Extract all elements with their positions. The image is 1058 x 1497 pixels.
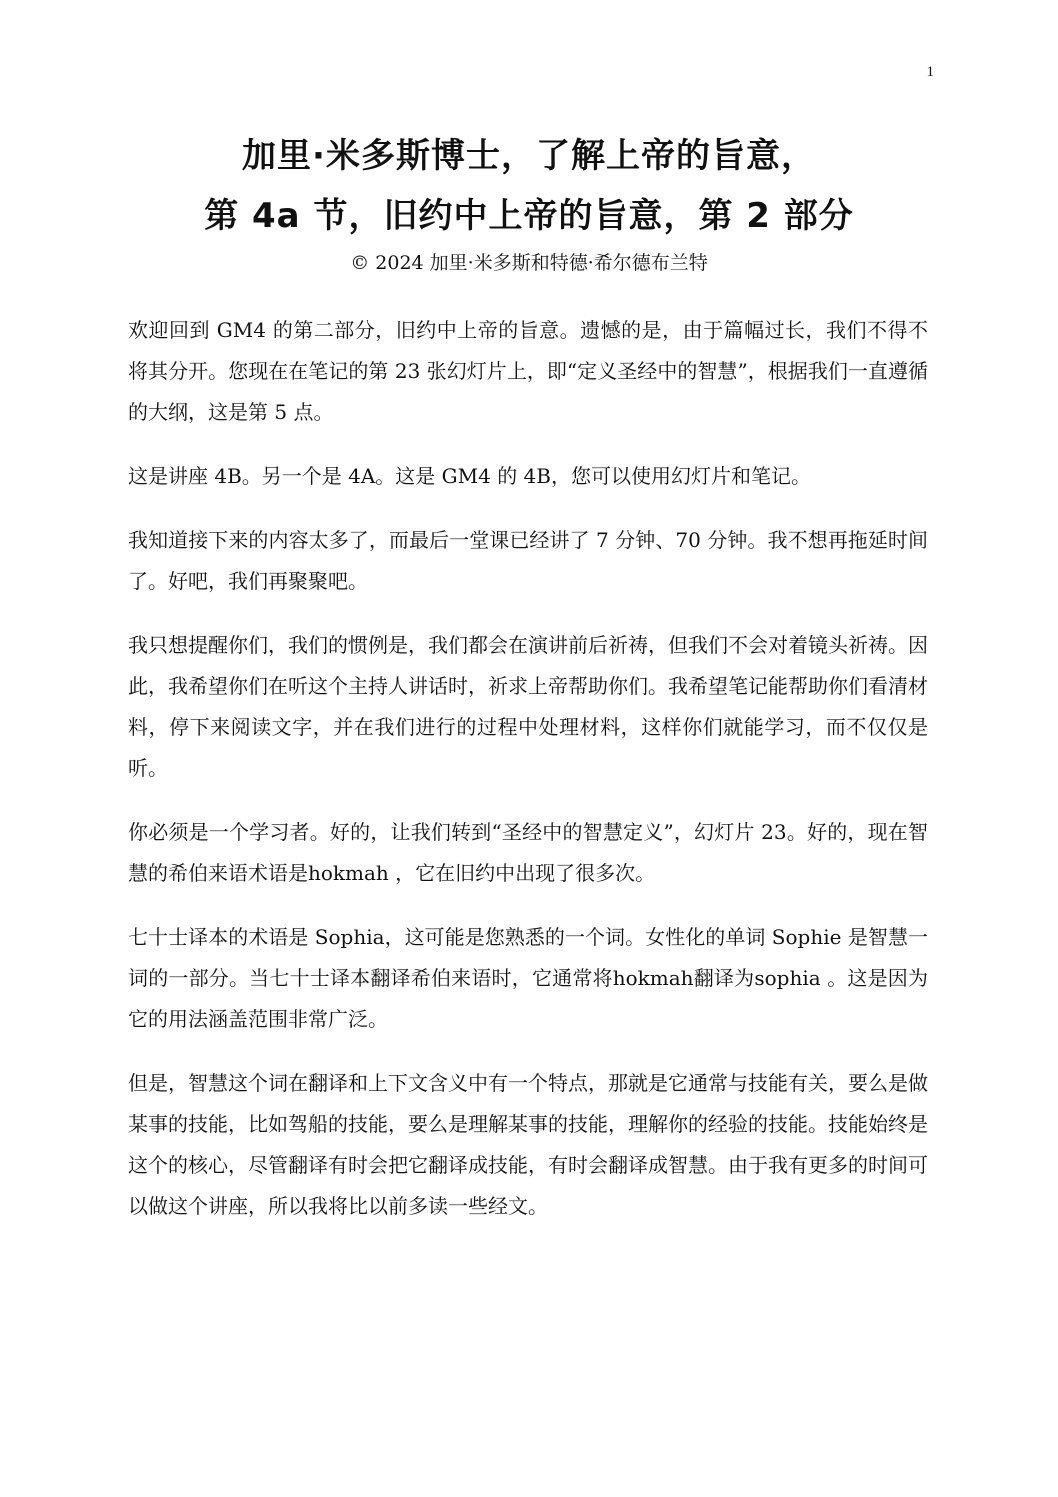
page-number: 1 bbox=[926, 64, 934, 80]
paragraph-1: 欢迎回到 GM4 的第二部分，旧约中上帝的旨意。遗憾的是，由于篇幅过长，我们不得不将其分开。您现在在笔记的第 23 张幻灯片上，即“定义圣经中的智慧”，根据我们一直遵循的大纲，这是第 5 点。 bbox=[128, 318, 928, 424]
paragraph-3: 我知道接下来的内容太多了，而最后一堂课已经讲了 7 分钟、70 分钟。我不想再拖延时间了。好吧，我们再聚聚吧。 bbox=[128, 528, 928, 593]
paragraph-5: 你必须是一个学习者。好的，让我们转到“圣经中的智慧定义”，幻灯片 23。好的，现在智慧的希伯来语术语是hokmah ，它在旧约中出现了很多次。 bbox=[128, 820, 928, 885]
paragraph-7: 但是，智慧这个词在翻译和上下文含义中有一个特点，那就是它通常与技能有关，要么是做某事的技能，比如驾船的技能，要么是理解某事的技能，理解你的经验的技能。技能始终是这个的核心，尽管翻译有时会把它翻译成技能，有时会翻译成智慧。由于我有更多的时间可以做这个讲座，所以我将比以前多读一些经文。 bbox=[128, 1071, 928, 1218]
page-title-line-2: 第 4a 节，旧约中上帝的旨意，第 2 部分 bbox=[204, 196, 854, 236]
document-body bbox=[128, 310, 928, 1250]
paragraph-6: 七十士译本的术语是 Sophia，这可能是您熟悉的一个词。女性化的单词 Sophie 是智慧一词的一部分。当七十士译本翻译希伯来语时，它通常将hokmah翻译为sophia 。这是因为它的用法涵盖范围非常广泛。 bbox=[128, 925, 928, 1031]
copyright-notice: © 2024 加里·米多斯和特德·希尔德布兰特 bbox=[350, 252, 708, 274]
paragraph-2: 这是讲座 4B。另一个是 4A。这是 GM4 的 4B，您可以使用幻灯片和笔记。 bbox=[128, 464, 811, 488]
paragraph-4: 我只想提醒你们，我们的惯例是，我们都会在演讲前后祈祷，但我们不会对着镜头祈祷。因此，我希望你们在听这个主持人讲话时，祈求上帝帮助你们。我希望笔记能帮助你们看清材料，停下来阅读文字，并在我们进行的过程中处理材料，这样你们就能学习，而不仅仅是听。 bbox=[128, 633, 928, 780]
page-title-line-1: 加里·米多斯博士，了解上帝的旨意， bbox=[242, 136, 816, 176]
title-block bbox=[90, 126, 968, 278]
